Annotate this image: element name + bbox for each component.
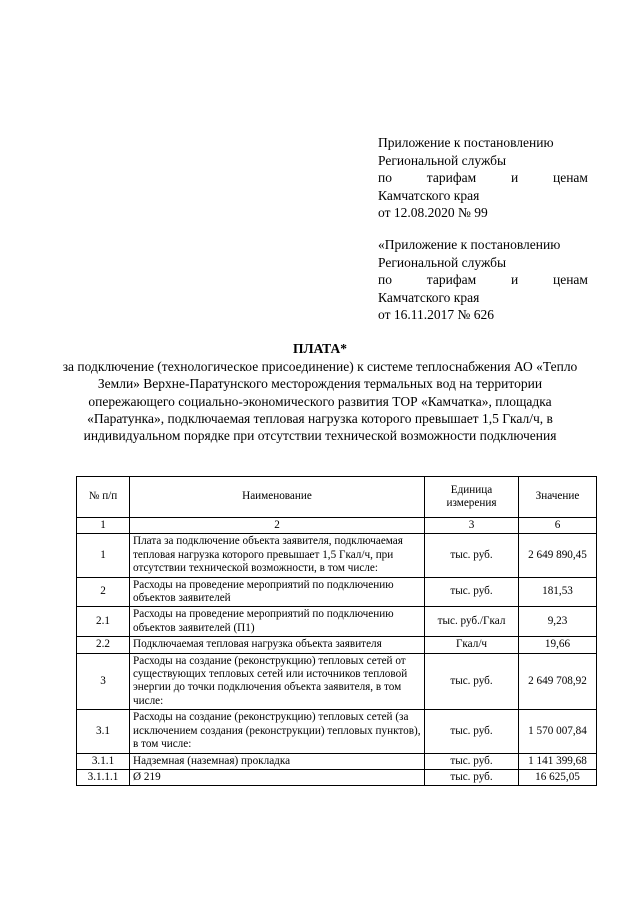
header-name: Наименование xyxy=(130,477,425,518)
row-name: Расходы на создание (реконструкцию) тепловых сетей от существующих тепловых сетей или источников тепловой энергии до точки подключения объекта заявителя, в том числе: xyxy=(130,653,425,710)
appendix-block-current xyxy=(378,134,588,222)
table-row xyxy=(77,534,597,577)
column-index: 3 xyxy=(425,518,519,534)
row-name: Расходы на создание (реконструкцию) тепловых сетей (за исключением создания (реконструкции) тепловых пунктов), в том числе: xyxy=(130,710,425,753)
row-unit: тыс. руб. xyxy=(425,653,519,710)
row-name: Расходы на проведение мероприятий по подключению объектов заявителей xyxy=(130,577,425,607)
table-row xyxy=(77,710,597,753)
row-unit: тыс. руб. xyxy=(425,710,519,753)
row-name: Надземная (наземная) прокладка xyxy=(130,753,425,769)
appendix-line: Региональной службы xyxy=(378,254,507,270)
row-num: 3.1 xyxy=(77,710,130,753)
row-num: 3.1.1.1 xyxy=(77,769,130,785)
appendix-line: «Приложение к постановлению xyxy=(378,237,561,252)
appendix-word: ценам xyxy=(552,272,588,287)
table-row xyxy=(77,653,597,710)
row-name: Подключаемая тепловая нагрузка объекта заявителя xyxy=(130,637,425,653)
row-name: Расходы на проведение мероприятий по подключению объектов заявителей (П1) xyxy=(130,607,425,637)
row-value: 16 625,05 xyxy=(519,769,597,785)
row-unit: тыс. руб. xyxy=(425,769,519,785)
appendix-line: Приложение к постановлению xyxy=(378,135,554,150)
table-header-row xyxy=(77,477,597,518)
appendix-word: тарифам xyxy=(426,272,477,287)
appendix-word: по xyxy=(378,272,392,287)
appendix-word: ценам xyxy=(552,170,588,185)
row-value: 181,53 xyxy=(519,577,597,607)
row-unit: тыс. руб. xyxy=(425,534,519,577)
row-value: 1 570 007,84 xyxy=(519,710,597,753)
column-index: 1 xyxy=(77,518,130,534)
title-heading: ПЛАТА* xyxy=(293,341,347,356)
row-unit: тыс. руб. xyxy=(425,753,519,769)
row-name: Плата за подключение объекта заявителя, подключаемая тепловая нагрузка которого превышает 1,5 Гкал/ч, при отсутствии технической возможности, в том числе: xyxy=(130,534,425,577)
appendix-line: Камчатского края xyxy=(378,187,480,203)
row-unit: Гкал/ч xyxy=(425,637,519,653)
table-row xyxy=(77,607,597,637)
appendix-line-justified xyxy=(378,271,588,289)
appendix-block-original xyxy=(378,236,588,324)
row-value: 9,23 xyxy=(519,607,597,637)
tariff-table xyxy=(76,476,597,786)
appendix-line: Региональной службы xyxy=(378,152,507,168)
appendix-word: тарифам xyxy=(426,170,477,185)
appendix-word: и xyxy=(510,170,519,185)
appendix-word: по xyxy=(378,170,392,185)
table-body xyxy=(77,534,597,786)
table-row xyxy=(77,577,597,607)
column-index: 2 xyxy=(130,518,425,534)
row-num: 3 xyxy=(77,653,130,710)
appendix-date-line: от 16.11.2017 № 626 xyxy=(378,307,494,322)
appendix-line: Камчатского края xyxy=(378,289,480,305)
table-row xyxy=(77,753,597,769)
row-num: 3.1.1 xyxy=(77,753,130,769)
appendix-date-line: от 12.08.2020 № 99 xyxy=(378,205,488,220)
header-unit: Единица измерения xyxy=(425,477,519,518)
column-index: 6 xyxy=(519,518,597,534)
header-value: Значение xyxy=(519,477,597,518)
row-name: Ø 219 xyxy=(130,769,425,785)
appendix-line-justified xyxy=(378,169,588,187)
row-num: 2 xyxy=(77,577,130,607)
row-num: 2.1 xyxy=(77,607,130,637)
appendix-word: и xyxy=(510,272,519,287)
row-num: 2.2 xyxy=(77,637,130,653)
row-unit: тыс. руб. xyxy=(425,577,519,607)
row-value: 1 141 399,68 xyxy=(519,753,597,769)
row-value: 2 649 708,92 xyxy=(519,653,597,710)
document-title xyxy=(60,340,580,444)
column-index-row xyxy=(77,518,597,534)
row-value: 19,66 xyxy=(519,637,597,653)
row-num: 1 xyxy=(77,534,130,577)
table-row xyxy=(77,769,597,785)
table-row xyxy=(77,637,597,653)
header-num: № п/п xyxy=(77,477,130,518)
title-subtitle: за подключение (технологическое присоединение) к системе теплоснабжения АО «Тепло Земли» Верхне-Паратунского месторождения термальных вод на территории опережающего социально-экономического развития ТОР «Камчатка», площадка «Паратунка», подключаемая тепловая нагрузка которого превышает 1,5 Гкал/ч, в индивидуальном порядке при отсутствии технической возможности подключения xyxy=(62,359,578,444)
row-unit: тыс. руб./Гкал xyxy=(425,607,519,637)
row-value: 2 649 890,45 xyxy=(519,534,597,577)
